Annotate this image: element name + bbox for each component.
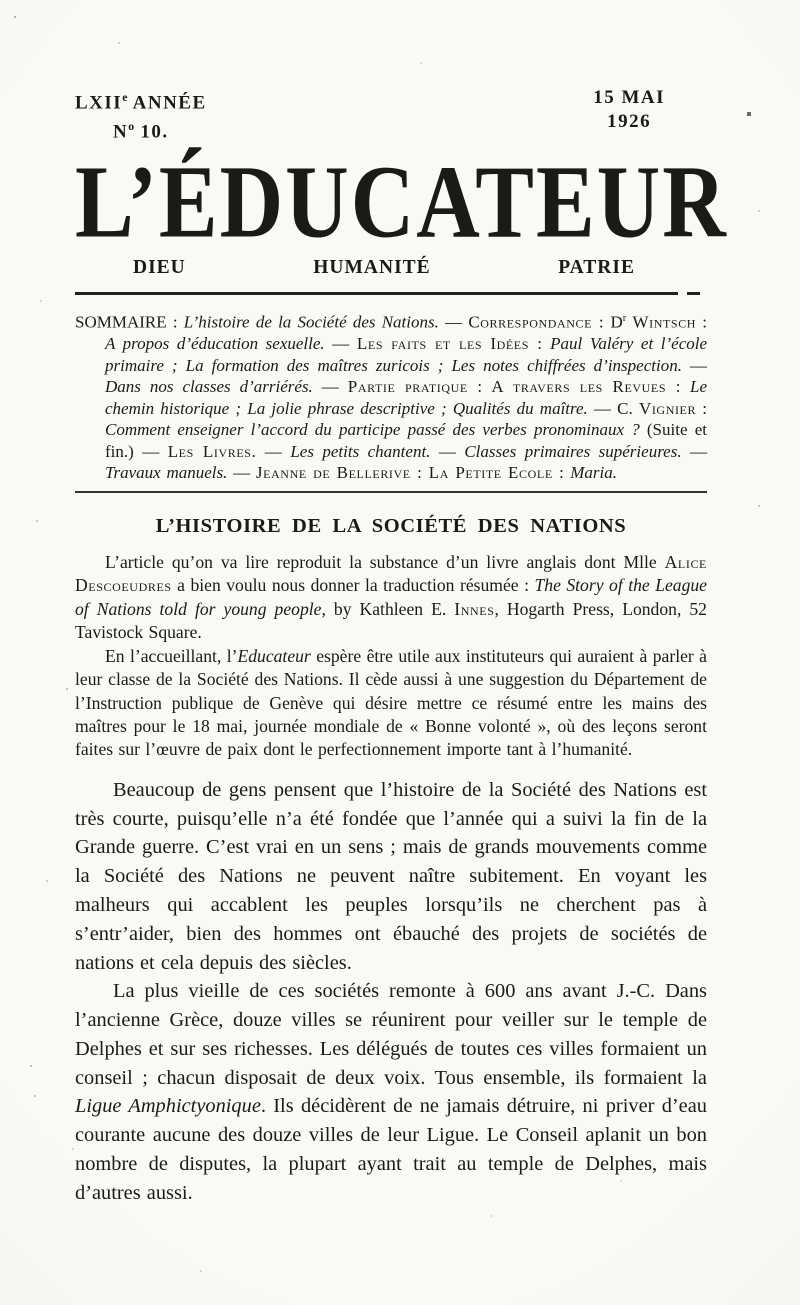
volume-line: LXIIe ANNÉE [75,91,207,114]
article-title: L’HISTOIRE DE LA SOCIÉTÉ DES NATIONS [155,515,627,538]
year-line: 1926 [607,111,652,132]
article-body-paragraph: Beaucoup de gens pensent que l’histoire de la Société des Nations est très courte, puisqu’elle n’a été fondée que l’année qui a suivi la fin de la Grande guerre. C’est vrai en un sens ; mais de grands mouvements comme la Société des Nations ne peuvent naître subitement. En voyant les malheurs qui accablent les peuples lorsqu’ils ne cherchent pas à s’entr’aider, bien des hommes ont ébauché des projets de sociétés de nations et cela depuis des siècles. [75,778,707,974]
motto-word-patrie: PATRIE [558,256,635,278]
rule-end-dash [687,292,700,295]
rule-line [75,491,707,493]
issue-number-line: $N^o$ 10. [113,120,169,143]
scan-noise [0,0,2,2]
motto-word-humanite: HUMANITÉ [313,256,431,278]
rule-line [75,292,678,295]
sommaire-block: SOMMAIRE : L’histoire de la Société des Nations. — Correspondance : $D^r$ Wintsch : A propos d’éducation sexuelle. — Les faits et les Idées : Paul Valéry et l’école primaire ; La formation des maîtres zuricois ; Les notes chiffrées d’inspection. — Dans nos classes d’arriérés. — Partie pratique : A travers les Revues : Le chemin historique ; La jolie phrase descriptive ; Qualités du maître. — C. Vignier : Comment enseigner l’accord du participe passé des verbes pronominaux ? (Suite et fin.) — Les Livres. — Les petits chantent. — Classes primaires supérieures. — Travaux manuels. — Jeanne de Bellerive : La Petite Ecole : Maria. [75,312,708,483]
issue-date [593,86,665,145]
page-content [75,0,728,1208]
issue-header [75,0,707,145]
date-line: 15 MAI [593,87,665,108]
issue-info [75,86,207,145]
article-body-paragraph: La plus vieille de ces sociétés remonte à 600 ans avant J.-C. Dans l’ancienne Grèce, douze villes se réunirent pour veiller sur le temple de Delphes et sur ses richesses. Les délégués de toutes ces villes formaient un conseil ; chacun disposait de deux voix. Tous ensemble, ils formaient la Ligue Amphictyonique. Ils décidèrent de ne jamais détruire, ni priver d’eau courante aucune des douze villes de leur Ligue. Le Conseil aplanit un bon nombre de disputes, la plupart ayant trait au temple de Delphes, mais d’autres aussi. [75,980,707,1204]
masthead-title: L’ÉDUCATEUR [75,145,728,260]
sommaire-divider-rule [75,491,707,493]
article-intro-paragraph: L’article qu’on va lire reproduit la substance d’un livre anglais dont Mlle Alice Descoeudres a bien voulu nous donner la traduction résumée : The Story of the League of Nations told for young people, by Kathleen E. Innes, Hogarth Press, London, 52 Tavistock Square. [75,552,707,643]
masthead-divider-rule [75,292,707,295]
article-intro-paragraph: En l’accueillant, l’Educateur espère être utile aux instituteurs qui auraient à parler à leur classe de la Société des Nations. Il cède aussi à une suggestion du Département de l’Instruction publique de Genève qui désire mettre ce résumé entre les mains des maîtres pour le 18 mai, journée mondiale de « Bonne volonté », où des leçons seront faites sur l’œuvre de paix dont le perfectionnement importe tant à l’humanité. [75,645,707,760]
motto-word-dieu: DIEU [133,256,186,278]
